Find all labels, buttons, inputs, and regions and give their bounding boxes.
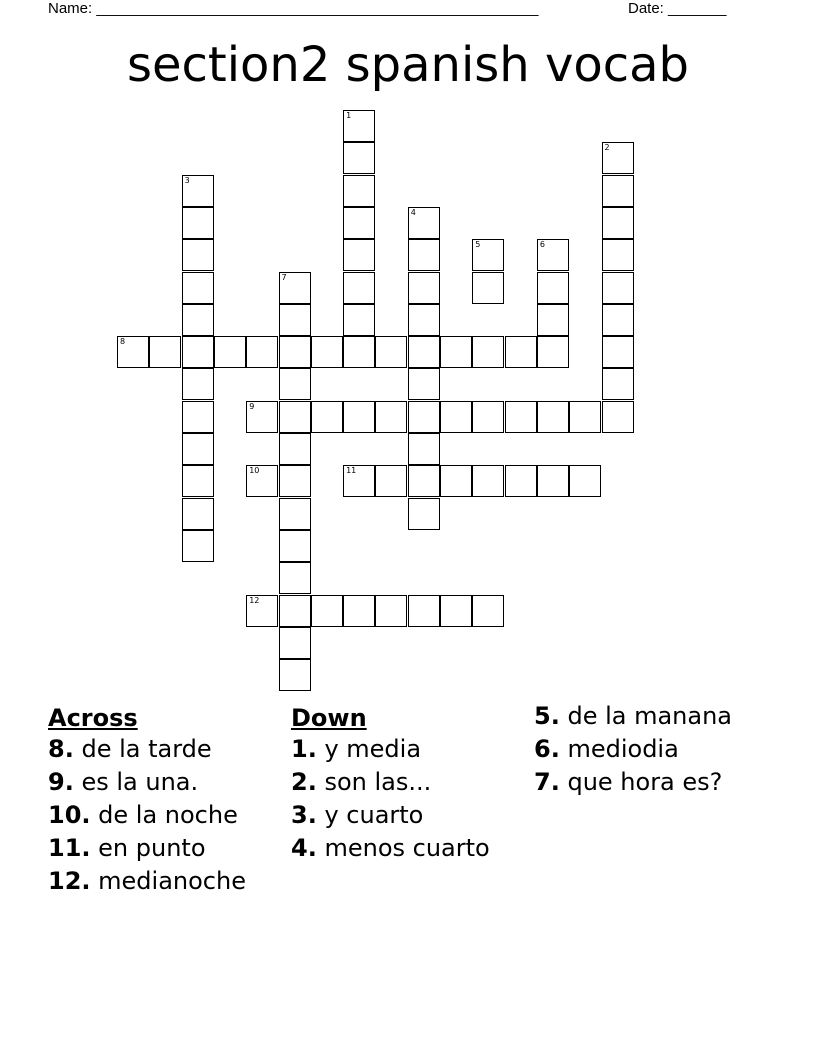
grid-cell[interactable] [602, 272, 634, 304]
grid-cell[interactable] [279, 368, 311, 400]
clue-number: 11 [346, 466, 357, 476]
grid-cell[interactable] [408, 433, 440, 465]
grid-cell[interactable] [505, 336, 537, 368]
grid-cell[interactable] [279, 595, 311, 627]
grid-cell[interactable] [343, 272, 375, 304]
grid-cell[interactable] [569, 465, 601, 497]
grid-cell[interactable] [343, 401, 375, 433]
grid-cell[interactable] [182, 401, 214, 433]
grid-cell[interactable] [311, 336, 343, 368]
clue-number: 7 [281, 272, 287, 282]
grid-cell[interactable] [408, 368, 440, 400]
grid-cell[interactable] [343, 207, 375, 239]
grid-cell[interactable] [182, 207, 214, 239]
clue-item-text: y media [316, 735, 422, 763]
grid-cell[interactable] [375, 595, 407, 627]
clue-item [534, 768, 769, 796]
clue-item-number: 6. [534, 735, 560, 763]
grid-cell[interactable] [279, 304, 311, 336]
grid-cell[interactable] [537, 272, 569, 304]
grid-cell[interactable] [408, 401, 440, 433]
grid-cell[interactable] [343, 336, 375, 368]
clue-item [534, 735, 769, 763]
clue-item [48, 735, 283, 763]
grid-cell[interactable] [182, 336, 214, 368]
grid-cell[interactable] [472, 401, 504, 433]
grid-cell[interactable] [343, 595, 375, 627]
grid-cell[interactable] [279, 336, 311, 368]
grid-cell[interactable] [182, 239, 214, 271]
down-heading: Down [291, 704, 367, 732]
clue-item-text: y cuarto [316, 801, 424, 829]
clue-item-text: de la noche [90, 801, 238, 829]
grid-cell[interactable] [537, 465, 569, 497]
grid-cell[interactable] [440, 595, 472, 627]
clue-item-number: 5. [534, 702, 560, 730]
grid-cell[interactable] [246, 336, 278, 368]
grid-cell[interactable] [602, 207, 634, 239]
grid-cell[interactable] [117, 336, 149, 368]
grid-cell[interactable] [440, 465, 472, 497]
grid-cell[interactable] [602, 304, 634, 336]
grid-cell[interactable] [472, 239, 504, 271]
grid-cell[interactable] [343, 304, 375, 336]
grid-cell[interactable] [182, 272, 214, 304]
grid-cell[interactable] [472, 465, 504, 497]
clue-item [48, 834, 283, 862]
grid-cell[interactable] [246, 465, 278, 497]
grid-cell[interactable] [246, 401, 278, 433]
grid-cell[interactable] [602, 175, 634, 207]
clue-item [291, 768, 521, 796]
grid-cell[interactable] [279, 498, 311, 530]
grid-cell[interactable] [279, 530, 311, 562]
grid-cell[interactable] [279, 627, 311, 659]
grid-cell[interactable] [375, 336, 407, 368]
grid-cell[interactable] [505, 401, 537, 433]
clue-item-number: 10. [48, 801, 91, 829]
clue-number: 8 [120, 337, 126, 347]
grid-cell[interactable] [602, 142, 634, 174]
grid-cell[interactable] [537, 401, 569, 433]
grid-cell[interactable] [182, 433, 214, 465]
name-label: Name: [48, 0, 93, 17]
date-label: Date: [628, 0, 664, 17]
clue-number: 3 [184, 175, 190, 185]
clue-number: 2 [604, 143, 610, 153]
clue-item [291, 801, 521, 829]
clue-item [48, 867, 283, 895]
clue-number: 10 [249, 466, 260, 476]
grid-cell[interactable] [408, 239, 440, 271]
clue-number: 12 [249, 595, 260, 605]
grid-cell[interactable] [472, 272, 504, 304]
clue-item [48, 801, 283, 829]
grid-cell[interactable] [311, 595, 343, 627]
clue-number: 6 [539, 240, 545, 250]
clue-item-text: es la una. [73, 768, 199, 796]
page-title: section2 spanish vocab [126, 37, 690, 93]
grid-cell[interactable] [408, 304, 440, 336]
grid-cell[interactable] [182, 304, 214, 336]
grid-cell[interactable] [279, 272, 311, 304]
grid-cell[interactable] [408, 272, 440, 304]
clue-item [48, 768, 283, 796]
grid-cell[interactable] [182, 175, 214, 207]
grid-cell[interactable] [182, 465, 214, 497]
down-clues-continued [534, 702, 769, 801]
clue-item-number: 12. [48, 867, 91, 895]
clue-item [534, 702, 769, 730]
clue-item-number: 2. [291, 768, 317, 796]
clue-item-text: mediodia [559, 735, 679, 763]
clue-number: 5 [475, 240, 481, 250]
grid-cell[interactable] [343, 142, 375, 174]
clue-item-number: 1. [291, 735, 317, 763]
across-heading: Across [48, 704, 138, 732]
clue-item-text: de la manana [559, 702, 733, 730]
grid-cell[interactable] [408, 207, 440, 239]
grid-cell[interactable] [182, 368, 214, 400]
grid-cell[interactable] [440, 336, 472, 368]
grid-cell[interactable] [279, 465, 311, 497]
grid-cell[interactable] [279, 659, 311, 691]
grid-cell[interactable] [246, 595, 278, 627]
grid-cell[interactable] [182, 498, 214, 530]
grid-cell[interactable] [343, 175, 375, 207]
grid-cell[interactable] [602, 336, 634, 368]
grid-cell[interactable] [602, 401, 634, 433]
grid-cell[interactable] [343, 239, 375, 271]
grid-cell[interactable] [279, 433, 311, 465]
grid-cell[interactable] [537, 304, 569, 336]
clue-item-number: 11. [48, 834, 91, 862]
grid-cell[interactable] [408, 498, 440, 530]
clue-item-text: medianoche [90, 867, 246, 895]
grid-cell[interactable] [505, 465, 537, 497]
grid-cell[interactable] [602, 368, 634, 400]
clue-item-text: en punto [90, 834, 206, 862]
clue-number: 1 [346, 111, 352, 120]
clue-item-text: menos cuarto [316, 834, 490, 862]
grid-cell[interactable] [408, 336, 440, 368]
clue-item-text: de la tarde [73, 735, 212, 763]
clue-item-text: que hora es? [559, 768, 723, 796]
grid-cell[interactable] [279, 401, 311, 433]
clue-item-number: 7. [534, 768, 560, 796]
grid-cell[interactable] [182, 530, 214, 562]
clue-item-number: 9. [48, 768, 74, 796]
name-line: _____________________________________________________ [96, 0, 539, 17]
grid-cell[interactable] [569, 401, 601, 433]
clue-item-number: 4. [291, 834, 317, 862]
grid-cell[interactable] [149, 336, 181, 368]
grid-cell[interactable] [214, 336, 246, 368]
clue-item-text: son las... [316, 768, 432, 796]
grid-cell[interactable] [343, 465, 375, 497]
grid-cell[interactable] [408, 465, 440, 497]
clue-number: 4 [410, 207, 416, 217]
clue-item-number: 3. [291, 801, 317, 829]
down-clues [291, 702, 521, 867]
grid-cell[interactable] [343, 110, 375, 142]
grid-cell[interactable] [472, 595, 504, 627]
grid-cell[interactable] [602, 239, 634, 271]
grid-cell[interactable] [537, 239, 569, 271]
across-clues [48, 702, 283, 900]
clue-item [291, 735, 521, 763]
grid-cell[interactable] [440, 401, 472, 433]
grid-cell[interactable] [375, 465, 407, 497]
date-line: _______ [668, 0, 727, 17]
clue-item-number: 8. [48, 735, 74, 763]
grid-cell[interactable] [279, 562, 311, 594]
grid-cell[interactable] [472, 336, 504, 368]
grid-cell[interactable] [408, 595, 440, 627]
clue-item [291, 834, 521, 862]
grid-cell[interactable] [311, 401, 343, 433]
grid-cell[interactable] [537, 336, 569, 368]
clue-number: 9 [249, 401, 255, 411]
grid-cell[interactable] [375, 401, 407, 433]
